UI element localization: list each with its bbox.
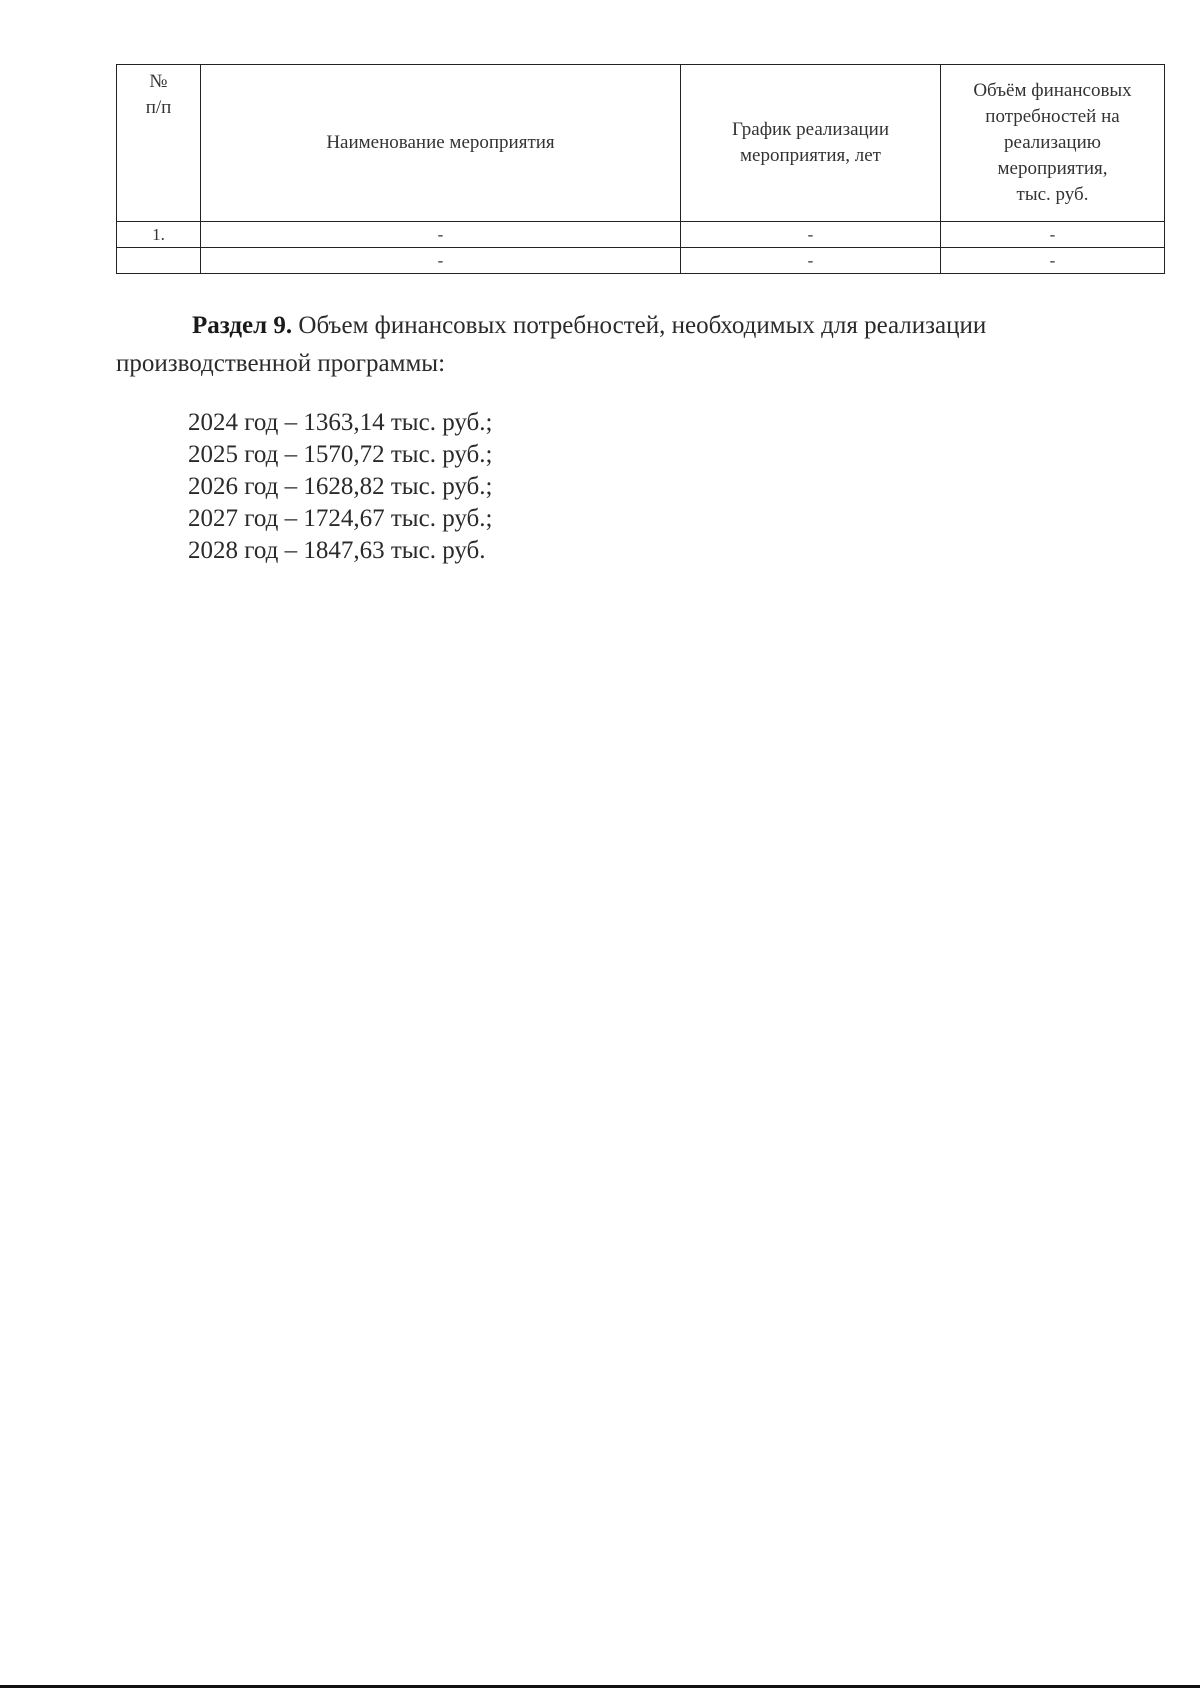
cell-number: 1. (117, 222, 201, 248)
cell-measure-name: - (201, 248, 681, 274)
header-measure-name: Наименование мероприятия (201, 65, 681, 222)
header-number: № п/п (117, 65, 201, 222)
section-paragraph (116, 307, 1106, 383)
table-row (117, 222, 1165, 248)
page-bottom-rule (0, 1685, 1200, 1688)
table-header-row (117, 65, 1165, 222)
header-schedule: График реализации мероприятия, лет (681, 65, 941, 222)
yearly-amounts-list (188, 407, 492, 567)
list-item: 2025 год – 1570,72 тыс. руб.; (188, 441, 493, 468)
cell-measure-name: - (201, 222, 681, 248)
header-financial-volume: Объём финансовых потребностей на реализацию мероприятия, тыс. руб. (941, 65, 1165, 222)
cell-financial-volume: - (941, 248, 1165, 274)
cell-schedule: - (681, 248, 941, 274)
measures-table (116, 64, 1165, 274)
section-label: Раздел 9. (192, 312, 293, 339)
table-row (117, 248, 1165, 274)
cell-schedule: - (681, 222, 941, 248)
list-item: 2027 год – 1724,67 тыс. руб.; (188, 505, 493, 532)
cell-number (117, 248, 201, 274)
list-item: 2024 год – 1363,14 тыс. руб.; (188, 409, 493, 436)
list-item: 2026 год – 1628,82 тыс. руб.; (188, 473, 493, 500)
section-text: Объем финансовых потребностей, необходимых для реализации производственной программы: (116, 312, 987, 377)
list-item: 2028 год – 1847,63 тыс. руб. (188, 537, 486, 564)
cell-financial-volume: - (941, 222, 1165, 248)
